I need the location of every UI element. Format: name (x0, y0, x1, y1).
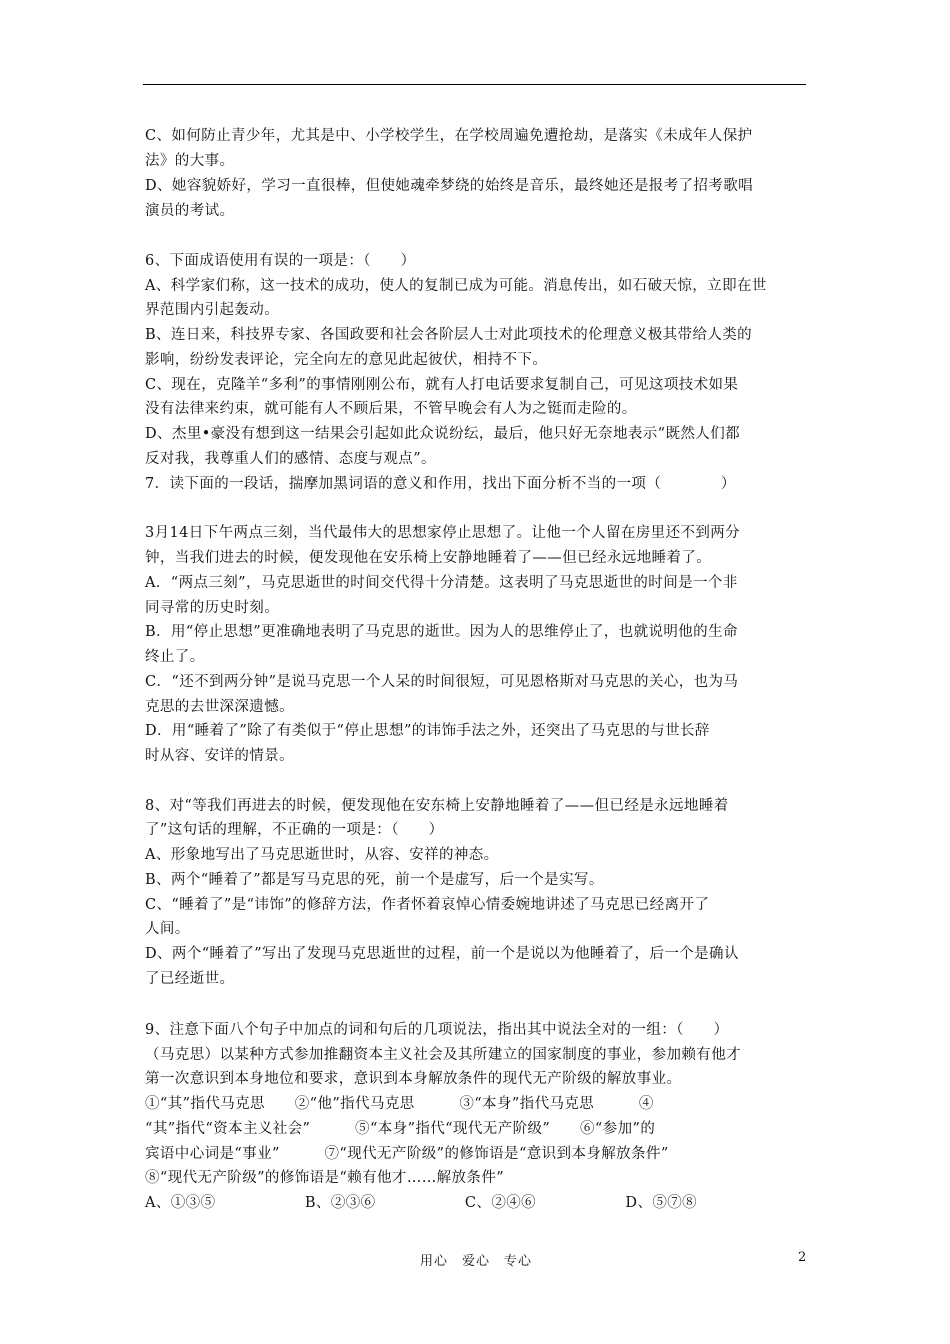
text-line: B．用“停止思想”更准确地表明了马克思的逝世。因为人的思维停止了，也就说明他的生命 (145, 624, 738, 640)
text-line: C、现在，克隆羊“多利”的事情刚刚公布，就有人打电话要求复制自己，可见这项技术如果 (145, 377, 739, 393)
text-line: D、杰里•豪没有想到这一结果会引起如此众说纷纭，最后，他只好无奈地表示“既然人们都 (145, 426, 740, 442)
question-6-stem: 6、下面成语使用有误的一项是：（ ） (145, 253, 416, 269)
text-line: 没有法律来约束，就可能有人不顾后果，不管早晚会有人为之铤而走险的。 (145, 401, 637, 417)
question-8-stem: 8、对“等我们再进去的时候，便发现他在安东椅上安静地睡着了——但已经是永远地睡着 (145, 798, 729, 814)
text-line: D、两个“睡着了”写出了发现马克思逝世的过程，前一个是说以为他睡着了，后一个是确认 (145, 946, 739, 962)
text-line: D．用“睡着了”除了有类似于“停止思想”的讳饰手法之外，还突出了马克思的与世长辞 (145, 723, 710, 739)
text-line: ①“其”指代马克思 ②“他”指代马克思 ③“本身”指代马克思 ④ (145, 1096, 654, 1112)
text-line: 演员的考试。 (145, 203, 235, 219)
text-line: 宾语中心词是“事业” ⑦“现代无产阶级”的修饰语是“意识到本身解放条件” (145, 1146, 669, 1162)
answer-options: A、①③⑤ B、②③⑥ C、②④⑥ D、⑤⑦⑧ (145, 1195, 698, 1211)
text-line: 了已经逝世。 (145, 971, 235, 987)
footer-motto: 用心 爱心 专心 (420, 1254, 533, 1269)
text-line: “其”指代“资本主义社会” ⑤“本身”指代“现代无产阶级” ⑥“参加”的 (145, 1121, 656, 1137)
page-number: 2 (798, 1250, 807, 1265)
passage-line: 钟，当我们进去的时候，便发现他在安乐椅上安静地睡着了——但已经永远地睡着了。 (145, 550, 712, 566)
text-line: 终止了。 (145, 649, 205, 665)
text-line: 法》的大事。 (145, 153, 235, 169)
text-line: A、形象地写出了马克思逝世时，从容、安祥的神态。 (145, 847, 499, 863)
text-line: （马克思）以某种方式参加推翻资本主义社会及其所建立的国家制度的事业，参加赖有他才 (145, 1047, 741, 1063)
question-7-stem: 7．读下面的一段话，揣摩加黑词语的意义和作用，找出下面分析不当的一项（ ） (145, 476, 736, 492)
passage-line: 3月14日下午两点三刻，当代最伟大的思想家停止思想了。让他一个人留在房里还不到两分 (145, 525, 741, 541)
text-line: B、两个“睡着了”都是写马克思的死，前一个是虚写，后一个是实写。 (145, 872, 604, 888)
text-line: 界范围内引起轰动。 (145, 302, 280, 318)
text-line: 了”这句话的理解，不正确的一项是：（ ） (145, 822, 444, 838)
text-line: 第一次意识到本身地位和要求，意识到本身解放条件的现代无产阶级的解放事业。 (145, 1071, 682, 1087)
question-9-stem: 9、注意下面八个句子中加点的词和句后的几项说法，指出其中说法全对的一组：（ ） (145, 1022, 729, 1038)
text-line: 同寻常的历史时刻。 (145, 600, 280, 616)
text-line: C．“还不到两分钟”是说马克思一个人呆的时间很短，可见恩格斯对马克思的关心，也为马 (145, 674, 739, 690)
text-line: 人间。 (145, 921, 190, 937)
text-line: 克思的去世深深遗憾。 (145, 699, 294, 715)
text-line: C、“睡着了”是“讳饰”的修辞方法，作者怀着哀悼心情委婉地讲述了马克思已经离开了 (145, 897, 710, 913)
text-line: D、她容貌娇好，学习一直很棒，但使她魂牵梦绕的始终是音乐，最终她还是报考了招考歌唱 (145, 178, 754, 194)
text-line: ⑧“现代无产阶级”的修饰语是“赖有他才……解放条件” (145, 1170, 505, 1186)
text-line: C、如何防止青少年，尤其是中、小学校学生，在学校周遍免遭抢劫，是落实《未成年人保护 (145, 128, 753, 144)
text-line: A．“两点三刻”，马克思逝世的时间交代得十分清楚。这表明了马克思逝世的时间是一个非 (145, 575, 738, 591)
header-rule (143, 84, 806, 85)
text-line: 影响，纷纷发表评论，完全向左的意见此起彼伏，相持不下。 (145, 352, 548, 368)
text-line: 反对我，我尊重人们的感情、态度与观点”。 (145, 451, 436, 467)
text-line: A、科学家们称，这一技术的成功，使人的复制已成为可能。消息传出，如石破天惊，立即在世 (145, 278, 767, 294)
text-line: 时从容、安详的情景。 (145, 748, 294, 764)
text-line: B、连日来，科技界专家、各国政要和社会各阶层人士对此项技术的伦理意义极其带给人类的 (145, 327, 753, 343)
